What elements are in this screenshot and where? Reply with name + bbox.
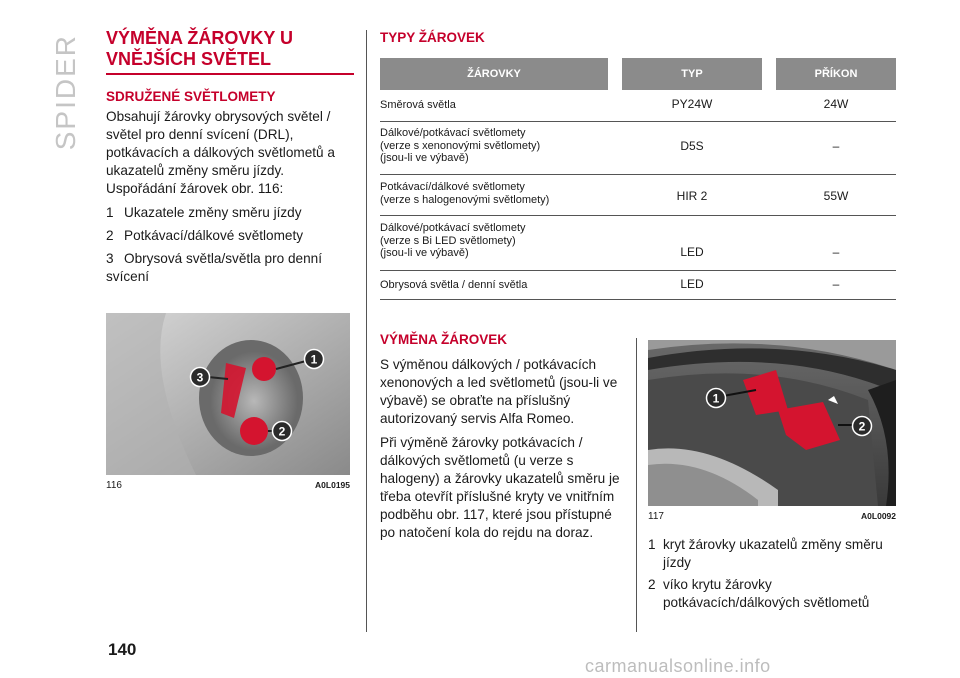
wheel-arch-photo [648,340,896,506]
table-cell-bulb: Dálkové/potkávací světlomety (verze s Bi LED světlomety) (jsou-li ve výbavě) [380,222,526,259]
table-cell-power: 55W [823,189,849,203]
table-cell-power: – [832,277,840,291]
column-header-type: TYP [622,58,762,90]
callout-1 [707,389,726,408]
svg-text:2: 2 [278,424,286,439]
figure-117-legend [648,536,898,616]
column-divider-right [636,338,637,632]
figure-code: A0L0195 [315,480,350,490]
table-row [380,90,896,122]
callout-2 [273,422,292,441]
callout-2 [853,417,872,436]
list-item: 2 Potkávací/dálkové světlomety [106,228,304,243]
table-cell-type: LED [680,277,704,291]
column-divider-left [366,30,367,632]
list-item: 2 víko krytu žárovky potkávacích/dálkových světlometů [648,577,870,610]
table-cell-power: – [832,139,840,153]
table-cell-power: – [832,245,840,259]
intro-paragraph: Obsahují žárovky obrysových světel / světel pro denní svícení (DRL), potkávacích a dálkových světlometů a ukazatelů změny směru jízdy. Uspořádání žárovek obr. 116: [106,109,335,196]
bulb-layout-list [106,204,354,286]
bulb-table [380,58,896,300]
figure-code: A0L0092 [861,511,896,521]
svg-text:3: 3 [196,370,204,385]
list-item: 1 Ukazatele změny směru jízdy [106,205,302,220]
table-row [380,122,896,175]
table-cell-type: PY24W [671,97,713,111]
table-row [380,216,896,271]
table-row [380,175,896,216]
table-title: TYPY ŽÁROVEK [380,30,485,45]
side-tab: SPIDER [50,34,81,151]
figure-number: 117 [648,511,664,522]
figure-117 [648,340,896,522]
figure-number: 116 [106,480,122,491]
column-header-power: PŘÍKON [776,58,896,90]
section-title [106,28,354,70]
list-item: 1 kryt žárovky ukazatelů změny směru jízdy [648,537,883,570]
list-item: 3 Obrysová světla/světla pro denní svícení [106,251,322,284]
svg-text:1: 1 [310,352,318,367]
headlight-photo [106,313,350,475]
section-title-line2: VNĚJŠÍCH SVĚTEL [106,49,272,69]
title-underline [106,73,354,75]
table-cell-bulb: Potkávací/dálkové světlomety (verze s halogenovými světlomety) [380,181,550,206]
replacement-paragraph-1: S výměnou dálkových / potkávacích xenonových a led světlometů (jsou-li ve výbavě) se obraťte na příslušný autorizovaný servis Alfa Romeo. [380,357,618,426]
subsection-title: SDRUŽENÉ SVĚTLOMETY [106,89,276,104]
figure-caption [106,480,350,491]
table-cell-type: D5S [680,139,704,153]
table-cell-bulb: Obrysová světla / denní světla [380,279,528,291]
section-title-line1: VÝMĚNA ŽÁROVKY U [106,28,294,48]
figure-caption [648,511,896,522]
figure-116 [106,313,350,491]
column-header-bulbs: ŽÁROVKY [380,58,608,90]
table-header [380,58,896,90]
table-cell-bulb: Dálkové/potkávací světlomety (verze s xenonovými světlomety) (jsou-li ve výbavě) [380,127,541,164]
table-cell-type: LED [680,245,704,259]
table-cell-bulb: Směrová světla [380,99,456,111]
svg-text:2: 2 [858,419,866,434]
left-column [106,28,354,291]
svg-text:1: 1 [712,391,720,406]
page-number: 140 [108,640,137,659]
watermark: carmanualsonline.info [585,656,771,676]
table-cell-type: HIR 2 [676,189,708,203]
replacement-paragraph-2: Při výměně žárovky potkávacích / dálkových světlometů (u verze s halogeny) a žárovky ukazatelů směru je třeba otevřít příslušné kryty ve vnitřním podběhu obr. 117, které jsou přístupné po natočení kola do rejdu na doraz. [380,435,620,540]
callout-1 [305,350,324,369]
callout-3 [191,368,210,387]
table-row [380,271,896,300]
replacement-text [380,356,628,548]
table-cell-power: 24W [823,97,849,111]
replacement-title: VÝMĚNA ŽÁROVEK [380,332,508,347]
